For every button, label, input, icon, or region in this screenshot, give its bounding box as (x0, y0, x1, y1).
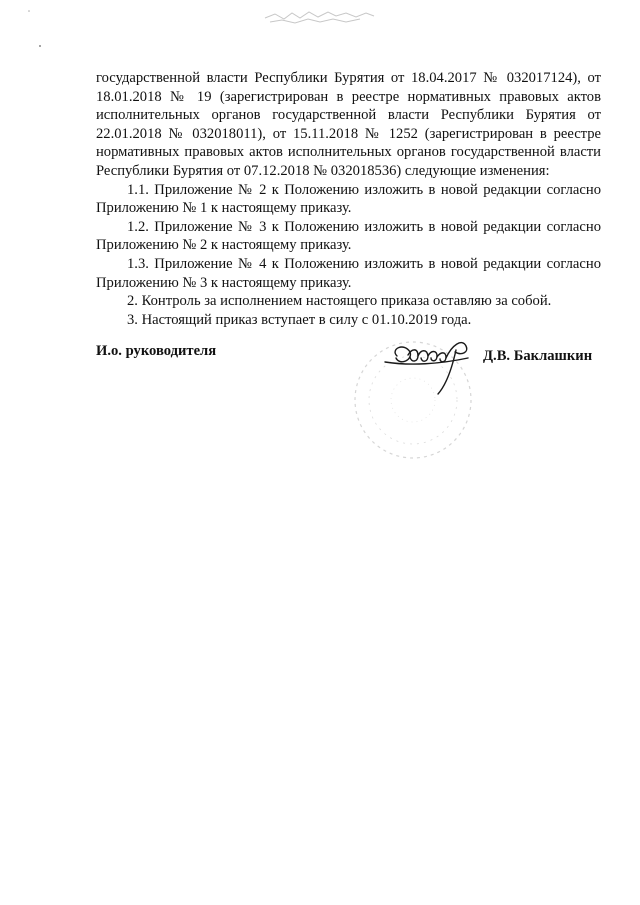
paragraph-item-1-2: 1.2. Приложение № 3 к Положению изложить в новой редакции согласно Приложению № 2 к настоящему приказу. (96, 218, 601, 254)
signatory-name: Д.В. Баклашкин (483, 348, 593, 364)
signatory-title: И.о. руководителя (96, 343, 217, 359)
paragraph-item-1-1: 1.1. Приложение № 2 к Положению изложить в новой редакции согласно Приложению № 1 к настоящему приказу. (96, 181, 601, 217)
paragraph-item-3: 3. Настоящий приказ вступает в силу с 01.10.2019 года. (127, 311, 472, 328)
paragraph-item-1-3: 1.3. Приложение № 4 к Положению изложить в новой редакции согласно Приложению № 3 к настоящему приказу. (96, 255, 601, 291)
paragraph-item-2: 2. Контроль за исполнением настоящего приказа оставляю за собой. (127, 293, 552, 310)
paragraph-intro: государственной власти Республики Бурятия от 18.04.2017 № 032017124), от 18.01.2018 № 19 (зарегистрирован в реестре нормативных правовых актов исполнительных органов государственной власти Республики Бурятия от 22.01.2018 № 032018011), от 15.11.2018 № 1252 (зарегистрирован в реестре нормативных правовых актов исполнительных органов государственной власти Республики Бурятия от 07.12.2018 № 032018536) следующие изменения: (96, 70, 601, 179)
handwritten-signature-icon (385, 343, 468, 394)
